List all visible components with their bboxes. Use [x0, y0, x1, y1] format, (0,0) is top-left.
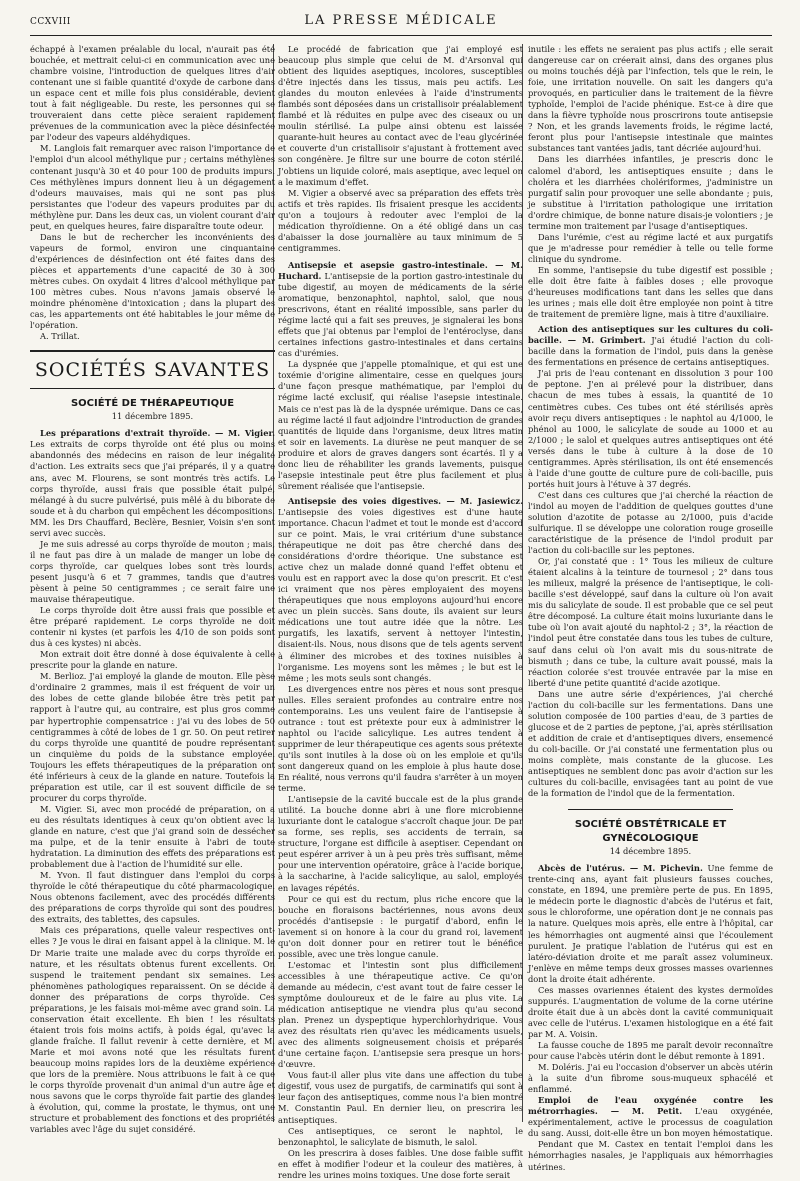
paragraph: Dans les diarrhées infantiles, je prescris donc le calomel d'abord, les antiseptiques ensuite ; dans le choléra et les diarrhées cholériformes, j'administre un purgatif salin pour provoquer une selle abondante ; puis, je substitue à l'irritation pathologique une irritation d'ordre chimique, de bonne nature disais-je volontiers ; je termine mon traitement par l'usage d'antiseptiques. [528, 154, 773, 231]
article-text: L'antisepsie des voies digestives est d'une haute importance. Chacun l'admet et tout le monde est d'accord sur ce point. Mais, le vrai critérium d'une substance thérapeutique ne doit pas être cherché dans des considérations d'ordre théorique. Une substance est active chez un malade donné quand l'effet obtenu et voulu est en rapport avec la dose qu'on prescrit. Et c'est ici vraiment que nos pères employaient des moyens thérapeutiques que nous employons aujourd'hui encore avec un plein succès. Sans doute, ils avaient sur leurs médications une tout autre idée que la nôtre. Les purgatifs, les laxatifs, servent à nettoyer l'intestin, disaient-ils. Nous, nous disons que de tels agents servent à éliminer des microbes et des toxines nuisibles à l'organisme. Les moyens sont les mêmes ; le but est le même ; les mots seuls sont changés. [278, 506, 523, 683]
paragraph: Dans l'urémie, c'est au régime lacté et aux purgatifs que je m'adresse pour remédier à telle ou telle forme clinique du syndrome. [528, 231, 773, 264]
article-text: Les extraits de corps thyroïde ont été plus ou moins abandonnés des médecins en raison de leur inégalité d'action. Les extraits secs que j'ai préparés, il y a quatre ans, avec M. Flourens, se sont montrés très actifs. Le corps thyroïde, aussi frais que possible était pulpé, mélangé à du sucre pulvérisé, puis mêlé à du biborate de soude et à du charbon qui empêchent les décompositions. MM. les Drs Chauffard, Beclère, Besnier, Voisin s'en sont servi avec succès. [30, 439, 275, 538]
society-heading: SOCIÉTÉ DE THÉRAPEUTIQUE [70, 398, 235, 410]
paragraph: C'est dans ces cultures que j'ai cherché la réaction de l'indol au moyen de l'addition de quelques gouttes d'une solution d'azotite de potasse au 2/1000, puis d'acide sulfurique. Il se développe une coloration rouge groseille caractéristique de la présence de l'indol produit par l'action du coli-bacille sur les peptones. [528, 489, 773, 556]
paragraph: Ces antiseptiques, ce seront le naphtol, le benzonaphtol, le salicylate de bismuth, le salol. [278, 1125, 523, 1147]
paragraph: inutile : les effets ne seraient pas plus actifs ; elle serait dangereuse car on créerait ainsi, dans des organes plus ou moins touchés déjà par l'infection, tels que le rein, le foie, une irritation nouvelle. On sait les dangers qu'a provoqués, en particulier dans le traitement de la fièvre typhoïde, l'emploi de l'acide phénique. Est-ce à dire que dans la fièvre typhoïde nous proscrirons toute antisepsie ? Non, et les grands lavements froids, le régime lacté, feront plus pour l'antisepsie intestinale que maintes substances tant vantées jadis, tant décriée aujourd'hui. [528, 44, 773, 154]
article-title: Antisepsie des voies digestives. — M. Jasiewicz. [288, 495, 523, 506]
article-title: Abcès de l'utérus. — M. Pichevin. [538, 863, 703, 874]
paragraph: Le procédé de fabrication que j'ai employé est beaucoup plus simple que celui de M. d'Arsonval qui obtient des liquides aseptiques, incolores, susceptibles d'être injectés dans les tissus, mais peu actifs. Les glandes du mouton enlevées à l'aide d'instruments flambés sont déposées dans un cristallisoir préalablement flambé et là réduites en pulpe avec des ciseaux ou un moulin stérilisé. La pulpe ainsi obtenu est laissée quarante-huit heures au contact avec de l'eau glycérinée et couverte d'un cristallisoir s'ajustant à frottement avec son congénère. Je filtre sur une bourre de coton stérilé. J'obtiens un liquide coloré, mais aseptique, avec lequel on a le maximum d'effet. [278, 44, 523, 187]
article-text: Une femme de trente-cinq ans, ayant fait plusieurs fausses couches, constate, en 1894, une première perte de pus. En 1895, le médecin porte le diagnostic d'abcès de l'utérus et fait, sous le chloroforme, une opération dont je ne connais pas la nature. Quelques mois après, elle entre à l'hôpital, car les hémorrhagies ont augmenté ainsi que l'écoulement purulent. Je pratique l'ablation de l'utérus qui est en latéro-déviation droite et me paraît assez volumineux. J'enlève en même temps deux grosses masses ovariennes dont la droite était adhérente. [528, 863, 774, 984]
article-text: L'antisepsie de la portion gastro-intestinale du tube digestif, au moyen de médicaments de la série aromatique, benzonaphtol, naphtol, salol, que nous prescrivons, étant en réalité impossible, sans parler du régime lacté qui a fait ses preuves, je signalerai les bons effets que j'ai obtenus par l'emploi de l'entéroclyse, dans certaines infections gastro-intestinales et dans certains cas d'urémies. [278, 270, 523, 359]
section-title: SOCIÉTÉS SAVANTES [34, 359, 271, 382]
paragraph: Mon extrait doit être donné à dose équivalente à celle prescrite pour la glande en nature. [30, 649, 275, 671]
page-header [30, 14, 772, 32]
article-title: Emploi de l'eau oxygénée contre les métrorrhagies. — M. Petit. [528, 1095, 773, 1117]
page-number: CCXVIII [30, 17, 71, 27]
paragraph: Je me suis adressé au corps thyroïde de mouton ; mais, il ne faut pas dire à un malade de manger un lobe de corps thyroïde, car quelques lobes sont très lourds, pesent jusqu'à 6 et 7 grammes, tandis que d'autres pèsent à peine 50 centigrammes ; ce serait faire une mauvaise thérapeutique. [30, 538, 275, 605]
journal-title: LA PRESSE MÉDICALE [304, 13, 498, 28]
section-rule [30, 350, 275, 352]
paragraph: L'estomac et l'intestin sont plus difficilement accessibles à une thérapeutique active. Ce qu'on demande au médecin, c'est avant tout de faire cesser le symptôme douloureux et de le faire au plus vite. La médication antiseptique ne viendra plus qu'au second plan. Prenez un dyspeptique hyperchlorhydrique. Vous avez des résultats rien qu'avec les médicaments usuels, avec des aliments soigneusement choisis et préparés d'une certaine façon. L'antisepsie sera presque un hors-d'œuvre. [278, 959, 523, 1070]
section-separator [568, 809, 733, 810]
section-rule [30, 388, 275, 389]
paragraph: Mais ces préparations, quelle valeur respectives ont-elles ? Je vous le dirai en faisant appel à la clinique. M. le Dr Marie traite une malade avec du corps thyroïde en nature, et les résultats obtenus furent excellents. On suspend le traitement pendant six semaines. Les phénomènes pathologiques reparaissent. On se décide à donner des préparations de corps thyroïde. Ces préparations, je les faisais moi-même avec grand soin. La conservation était excellente. Eh bien ! les résultats étaient trois fois moins actifs, à poids égal, qu'avec la glande fraîche. Il fallut revenir à cette dernière, et M. Marie et moi avons noté que les résultats furent beaucoup moins rapides lors de la deuxième expérience que lors de la première. Nous attribuons le fait à ce que le corps thyroïde provenait d'un animal d'un autre âge et nous savons que le corps thyroïde fait partie des glandes à évolution, qui, comme la prostate, le thymus, ont une structure et probablement des fonctions et des propriétés variables avec l'âge du sujet considéré. [30, 925, 275, 1135]
paragraph: Dans une autre série d'expériences, j'ai cherché l'action du coli-bacille sur les fermentations. Dans une solution composée de 100 parties d'eau, de 3 parties de glucose et de 2 parties de peptone, j'ai, après stérilisation et addition de craie et d'antiseptiques divers, ensemencé du coli-bacille. Or j'ai constaté une fermentation plus ou moins complète, mais constante de la glucose. Les antiseptiques ne semblent donc pas avoir d'action sur les cultures du coli-bacille, envisagées tant au point de vue de la formation de l'indol que de la fermentation. [528, 688, 773, 799]
article-title: Antisepsie et asepsie gastro-intestinale. — M. Huchard. [278, 259, 523, 281]
paragraph: La fausse couche de 1895 me paraît devoir reconnaître pour cause l'abcès utérin dont le début remonte à 1891. [528, 1039, 773, 1062]
article-text: J'ai étudié l'action du coli-bacille dans la formation de l'indol, puis dans la genèse des fermentations en présence de certains antiseptiques. [528, 335, 774, 368]
paragraph: L'antisepsie de la cavité buccale est de la plus grande utilité. La bouche donne abri à une flore microbienne luxuriante dont le catalogue s'accroît chaque jour. De par sa forme, ses replis, ses accidents de terrain, sa structure, l'organe est difficile à aseptiser. Cependant on peut espérer arriver à un à peu près très suffisant, même pour une intervention opératoire, grâce à l'acide borique, à la saccharine, à l'acide salicylique, au salol, employés en lavages répétés. [278, 794, 523, 893]
article-title: Les préparations d'extrait thyroïde. — M. Vigier. [40, 428, 275, 439]
society-heading: SOCIÉTÉ OBSTÉTRICALE ET GYNÉCOLOGIQUE [574, 819, 727, 845]
paragraph: M. Yvon. Il faut distinguer dans l'emploi du corps thyroïde le côté thérapeutique du côté pharmacologique. Nous obtenons facilement, avec des procédés différents des préparations de corps thyroïde qui sont des poudres, des extraits, des tablettes, des capsules. [30, 870, 275, 925]
paragraph: Or, j'ai constaté que : 1° Tous les milieux de culture étaient alcalins à la teinture de tournesol ; 2° dans tous les milieux, malgré la présence de l'antiseptique, le coli-bacille s'est développé, sauf dans la culture où l'on avait mis du salicylate de soude. Il est probable que ce sel peut être décomposé. La culture était moins luxuriante dans le tube où l'on avait ajouté du naphtol-2 ; 3°, la réaction de l'indol peut être constatée dans tous les tubes de culture, sauf dans celui où l'on avait mis du sous-nitrate de bismuth ; dans ce tube, la culture avait poussé, mais la réaction colorée s'est trouvée entravée par la mise en liberté d'une petite quantité d'acide azotique. [528, 556, 773, 688]
paragraph: M. Berlioz. J'ai employé la glande de mouton. Elle pèse d'ordinaire 2 grammes, mais il est fréquent de voir un des lobes de cette glande bilobée être très petit par rapport à l'autre qui, au contraire, est plus gros comme par hypertrophie compensatrice : j'ai vu des lobes de 50 centigrammes à côté de lobes de 1 gr. 50. On peut retirer du corps thyroïde une quantité de poudre représentant un cinquième du poids de la substance employée. Toujours les effets thérapeutiques de la préparation ont été inférieurs à ceux de la glande en nature. Toutefois la préparation est utile, car il est souvent difficile de se procurer du corps thyroïde. [30, 671, 275, 803]
paragraph: Ces masses ovariennes étaient des kystes dermoïdes suppurés. L'augmentation de volume de la corne utérine droite était due à un abcès dont la cavité communiquait avec celle de l'utérus. L'examen histologique en a été fait par M. A. Voisin. [528, 984, 773, 1039]
paragraph: La dyspnée que j'appelle ptomaïnique, et qui est une toxémie d'origine alimentaire, cesse en quelques jours d'une façon presque mathématique, par l'emploi du régime lacté exclusif, qui réalise l'asepsie intestinale. Mais ce n'est pas là de la dyspnée urémique. Dans ce cas, au régime lacté il faut adjoindre l'introduction de grandes quantités de liquide dans l'organisme, deux litres matin et soir en lavements. La diurèse ne peut manquer de se produire et alors de graves dangers sont écartés. Il y a donc lieu de réhabiliter les grands lavements, puisque l'asepsie intestinale peut être plus facilement et plus sûrement réalisée que l'antisepsie. [278, 359, 523, 491]
paragraph: échappé à l'examen préalable du local, n'aurait pas été bouchée, et mettrait celui-ci en communication avec une chambre voisine, l'introduction de quelques litres d'air contenant une si faible quantité d'oxyde de carbone dans un espace cent et mille fois plus considérable, devient tout à fait négligeable. Du reste, les personnes qui se trouveraient dans cette pièce seraient rapidement prévenues de la communication avec la pièce désinfectée par l'odeur des vapeurs aldéhydiques. [30, 44, 275, 143]
meeting-date: 14 décembre 1895. [609, 846, 692, 857]
paragraph: M. Doléris. J'ai eu l'occasion d'observer un abcès utérin à la suite d'un fibrome sous-muqueux sphacélé et enflammé. [528, 1062, 773, 1095]
paragraph: Pour ce qui est du rectum, plus riche encore que la bouche en floraisons bactériennes, nous avons deux procédés d'antisepsie : le purgatif d'abord, enfin le lavement si on honore à la cour du grand roi, lavement qu'on doit donner pour en retirer tout le bénéfice possible, avec une très longue canule. [278, 893, 523, 959]
paragraph: M. Vigier. Si, avec mon procédé de préparation, on a eu des résultats identiques à ceux qu'on obtient avec la glande en nature, c'est que j'ai grand soin de dessécher ma pulpe, et de la tenir ensuite à l'abri de toute hydratation. La diminution des effets des préparations est probablement due à l'action de l'humidité sur elle. [30, 803, 275, 870]
paragraph: En somme, l'antisepsie du tube digestif est possible ; elle doit être faite à faibles doses ; elle provoque d'heureuses modifications tant dans les selles que dans les urines ; mais elle doit être employée non point à titre de traitement de première ligne, mais à titre d'auxiliaire. [528, 264, 773, 320]
column-1 [30, 44, 275, 1135]
article-text: L'eau oxygénée, expérimentalement, active le processus de coagulation du sang. Aussi, doit-elle être un bon moyen hémostatique. [528, 1106, 773, 1139]
paragraph: Le corps thyroïde doit être aussi frais que possible et être préparé rapidement. Le corps thyroïde ne doit contenir ni kystes (et parfois les 4/10 de son poids sont dus à ces kystes) ni abcès. [30, 605, 275, 649]
article-title: Action des antiseptiques sur les cultures du coli-bacille. — M. Grimbert. [528, 324, 773, 346]
paragraph: Dans le but de rechercher les inconvénients des vapeurs de formol, environ une cinquantaine d'expériences de désinfection ont été faites dans des pièces et appartements d'une capacité de 30 à 300 mètres cubes. On oxydait 4 litres d'alcool méthylique par 100 mètres cubes. Nous n'avons jamais observé le moindre phénomène d'intoxication ; dans la plupart des cas, les appartements ont été habitables le jour même de l'opération. [30, 231, 275, 331]
meeting-date: 11 décembre 1895. [111, 411, 194, 422]
paragraph: On les prescrira à doses faibles. Une dose faible suffit en effet à modifier l'odeur et la couleur des matières, à rendre les urines moins toxiques. Une dose forte serait [278, 1147, 523, 1180]
column-2 [278, 44, 523, 1180]
paragraph: J'ai pris de l'eau contenant en dissolution 3 pour 100 de peptone. J'en ai prélevé pour la distribuer, dans chacun de mes tubes à essais, la quantité de 10 centimètres cubes. Ces tubes ont été stérilisés après avoir reçu divers antiseptiques : le naphtol au 4/1000, le phénol au 1000, le salicylate de soude au 1000 et au 2/1000 ; le salol et quelques autres antiseptiques ont été versés dans le tube à culture à la dose de 10 centigrammes. Après stérilisation, ils ont été ensemencés à l'aide d'une goutte de culture pure de coli-bacille, puis portés huit jours à l'étuve à 37 degrés. [528, 368, 773, 489]
paragraph: M. Langlois fait remarquer avec raison l'importance de l'emploi d'un alcool méthylique pur ; certains méthylènes contenant jusqu'à 30 et 40 pour 100 de produits impurs. Ces méthylènes impurs donnent lieu à un dégagement d'odeurs mauvaises, mais qui ne sont pas plus persistantes que l'odeur des vapeurs produites par du méthylène pur. Dans les deux cas, un violent courant d'air peut, en quelques heures, faire disparaître toute odeur. [30, 143, 275, 231]
column-3 [528, 44, 774, 1172]
author-signature: A. Trillat. [40, 331, 80, 342]
paragraph: Les divergences entre nos pères et nous sont presque nulles. Elles seraient profondes au contraire entre nos contemporains. Les uns veulent faire de l'antisepsie à outrance : tout est prétexte pour eux à administrer le naphtol ou l'acide salicylique. Les autres tendent à supprimer de leur thérapeutique ces agents sous prétexte qu'ils sont inutiles à la dose où on les emploie et qu'ils sont dangereux quand on les emploie à plus haute dose. En réalité, nous verrons qu'il faudra s'arrêter à un moyen terme. [278, 683, 523, 794]
paragraph: Vous faut-il aller plus vite dans une affection du tube digestif, vous usez de purgatifs, de carminatifs qui sont à leur façon des antiseptiques, comme nous l'a bien montré M. Constantin Paul. En dernier lieu, on prescrira les antiseptiques. [278, 1070, 523, 1125]
paragraph: M. Vigier a observé avec sa préparation des effets très actifs et très rapides. Ils frisaient presque les accidents qu'on a toujours à redouter avec l'emploi de la médication thyroïdienne. On a été obligé dans un cas d'abaisser la dose journalière au taux minimum de 5 centigrammes. [278, 187, 523, 253]
paragraph: Pendant que M. Castex en tentait l'emploi dans les hémorrhagies nasales, je l'appliquais aux hémorrhagies utérines. [528, 1139, 773, 1172]
header-rule [30, 35, 772, 36]
